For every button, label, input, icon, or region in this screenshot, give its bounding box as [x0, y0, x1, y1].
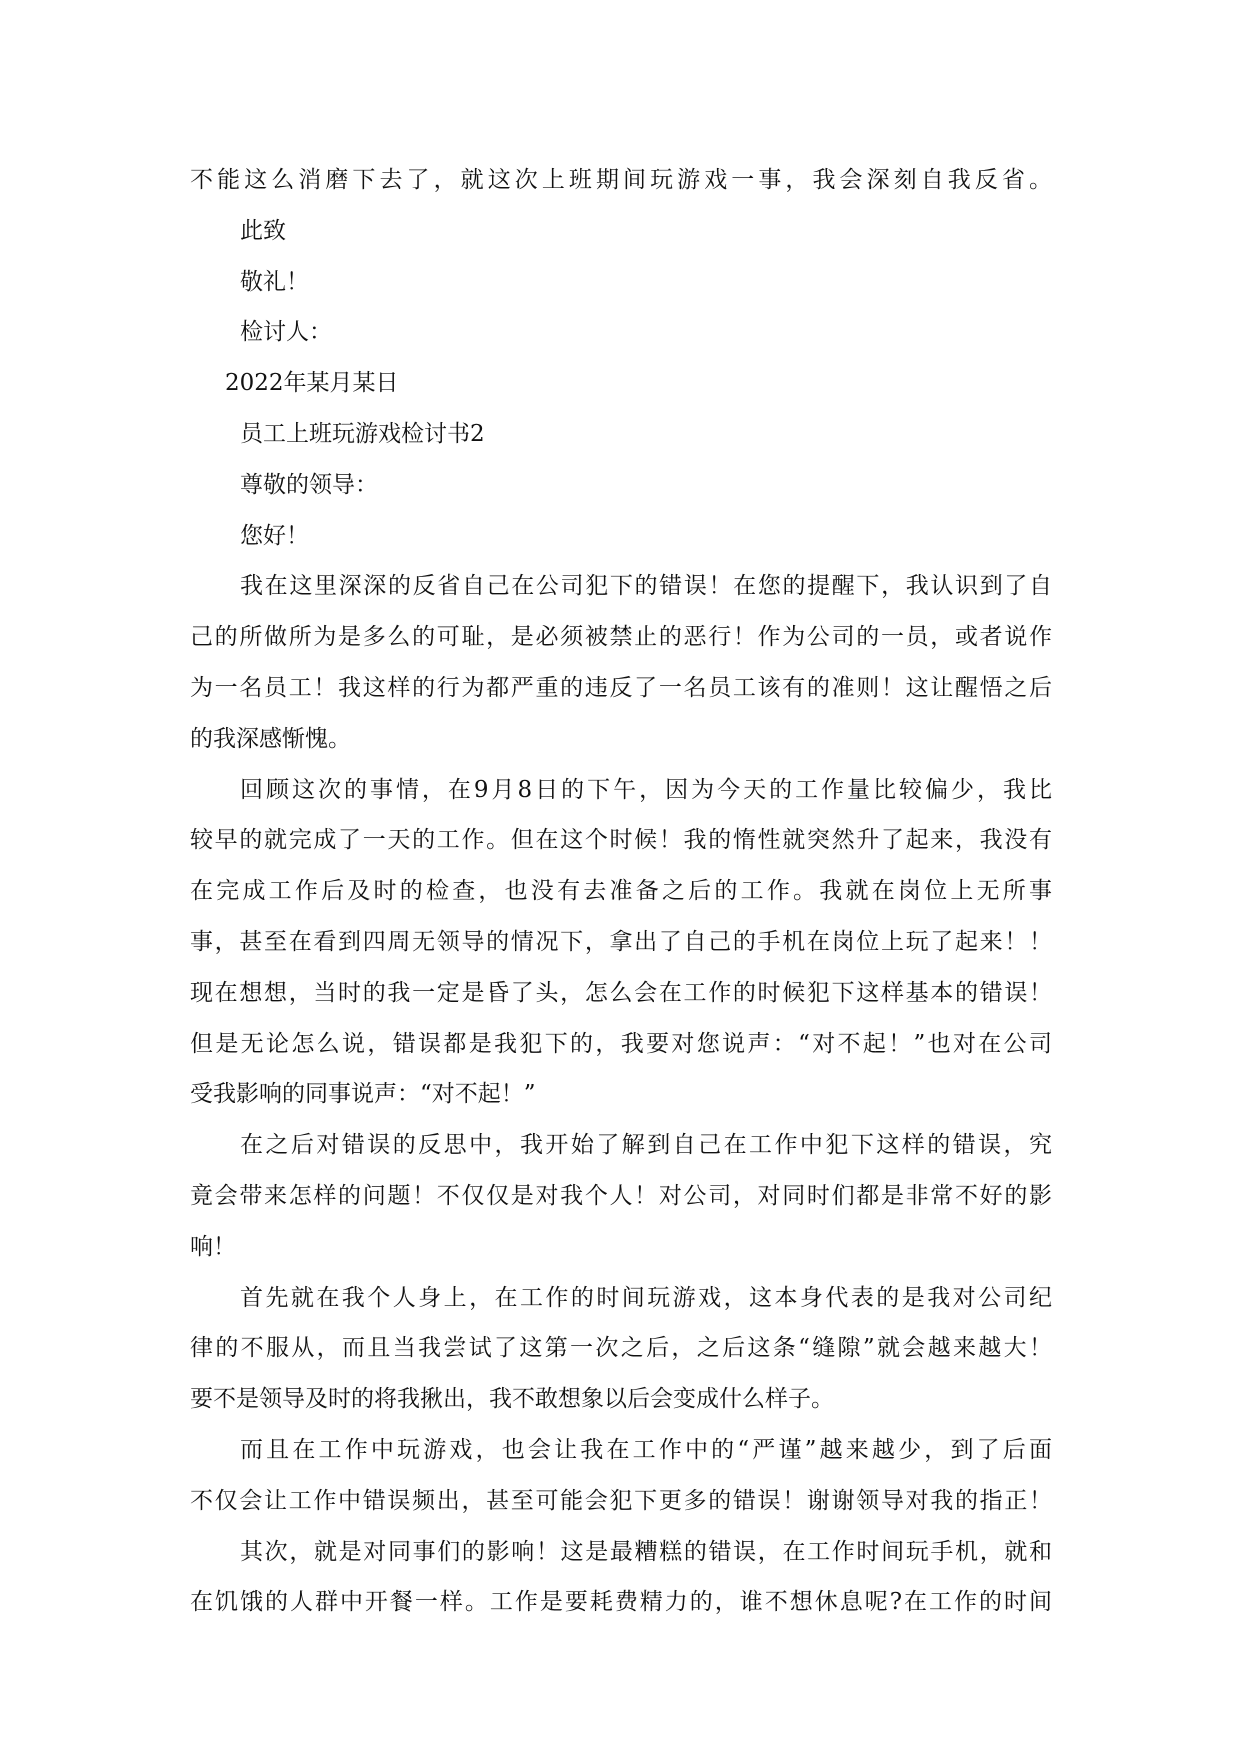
- text-line: 律的不服从，而且当我尝试了这第一次之后，之后这条“缝隙”就会越来越大！: [190, 1335, 1052, 1362]
- text-line: 现在想想，当时的我一定是昏了头，怎么会在工作的时候犯下这样基本的错误！: [190, 979, 1052, 1006]
- document-body: [190, 155, 1052, 1628]
- text-line: 事，甚至在看到四周无领导的情况下，拿出了自己的手机在岗位上玩了起来！！: [190, 928, 1052, 955]
- salutation-line: 此致: [240, 217, 286, 244]
- text-line: 但是无论怎么说，错误都是我犯下的，我要对您说声：“对不起！”也对在公司: [190, 1030, 1052, 1057]
- text-line: 我在这里深深的反省自己在公司犯下的错误！在您的提醒下，我认识到了自: [240, 573, 1052, 600]
- text-line: 为一名员工！我这样的行为都严重的违反了一名员工该有的准则！这让醒悟之后: [190, 674, 1052, 701]
- text-line: 要不是领导及时的将我揪出，我不敢想象以后会变成什么样子。: [190, 1386, 834, 1413]
- text-line: 响！: [190, 1233, 236, 1260]
- text-line: 不能这么消磨下去了，就这次上班期间玩游戏一事，我会深刻自我反省。: [190, 167, 1052, 193]
- text-line: 己的所做所为是多么的可耻，是必须被禁止的恶行！作为公司的一员，或者说作: [190, 624, 1052, 651]
- text-line: 回顾这次的事情，在9月8日的下午，因为今天的工作量比较偏少，我比: [240, 776, 1052, 803]
- section-title: 员工上班玩游戏检讨书2: [240, 420, 485, 447]
- text-line: 在完成工作后及时的检查，也没有去准备之后的工作。我就在岗位上无所事: [190, 878, 1052, 905]
- text-line: 而且在工作中玩游戏，也会让我在工作中的“严谨”越来越少，到了后面: [240, 1436, 1052, 1463]
- text-line: 的我深感惭愧。: [190, 725, 351, 752]
- greeting-line: 您好！: [240, 522, 309, 549]
- text-line: 不仅会让工作中错误频出，甚至可能会犯下更多的错误！谢谢领导对我的指正！: [190, 1487, 1052, 1514]
- greeting-line: 尊敬的领导：: [240, 471, 378, 498]
- text-line: 首先就在我个人身上，在工作的时间玩游戏，这本身代表的是我对公司纪: [240, 1284, 1052, 1311]
- text-line: 在之后对错误的反思中，我开始了解到自己在工作中犯下这样的错误，究: [240, 1132, 1052, 1159]
- text-line: 其次，就是对同事们的影响！这是最糟糕的错误，在工作时间玩手机，就和: [240, 1538, 1052, 1565]
- text-line: 较早的就完成了一天的工作。但在这个时候！我的惰性就突然升了起来，我没有: [190, 827, 1052, 854]
- salutation-line: 敬礼！: [240, 268, 309, 295]
- date-line: 2022年某月某日: [225, 370, 399, 397]
- signature-label: 检讨人：: [240, 319, 332, 346]
- text-line: 受我影响的同事说声：“对不起！”: [190, 1081, 536, 1108]
- text-line: 在饥饿的人群中开餐一样。工作是要耗费精力的，谁不想休息呢?在工作的时间: [190, 1589, 1052, 1616]
- text-line: 竟会带来怎样的问题！不仅仅是对我个人！对公司，对同时们都是非常不好的影: [190, 1182, 1052, 1209]
